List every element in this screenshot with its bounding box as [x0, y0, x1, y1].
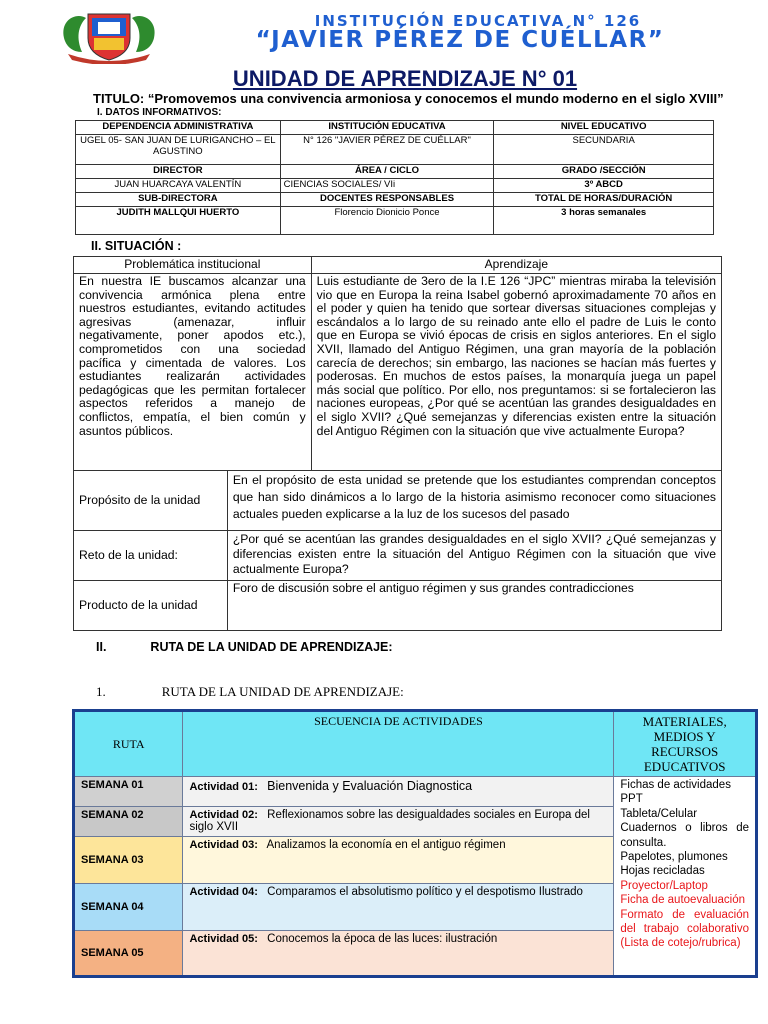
section-situacion-heading: II. SITUACIÓN : [91, 239, 182, 253]
reto-label: Reto de la unidad: [74, 531, 228, 581]
materiales-col-header: MATERIALES, MEDIOS Y RECURSOS EDUCATIVOS [614, 711, 757, 777]
secuencia-col-header: SECUENCIA DE ACTIVIDADES [183, 711, 614, 777]
header-area: ÁREA / CICLO [280, 165, 494, 179]
activity-cell [183, 837, 614, 884]
material-item: Formato de evaluación del trabajo colaborativo (Lista de cotejo/rubrica) [620, 908, 749, 950]
materiales-cell [614, 777, 757, 977]
aprendizaje-text: Luis estudiante de 3ero de la I.E 126 “JPC” mientras miraba la televisión vio que en Europa la reina Isabel gobernó aproximadamente 70 años en el poder y quien ha tenido que sortear diversas situaciones complejas y escándalos a lo largo de su reinado ante ello el padre de Luis le conto que en Europa se vivió épocas de crisis en siglos anteriores. En el siglo XVII, llamado del Antiguo Régimen, una gran mayoría de la población carecía de derechos; sin embargo, las naciones se hacían más fuertes y poderosas. En muchos de estos países, la monarquía juega un papel más social que político. Por ello, nos preguntamos: si se fortalecieron las naciones europeas, ¿Por qué se acentúan las grandes desigualdades en el siglo XVII? ¿Qué semejanzas y diferencias existen entre la situación del Antiguo Régimen con la situación que vive actualmente Europa? [311, 274, 721, 471]
header-docentes: DOCENTES RESPONSABLES [280, 193, 494, 207]
value-subdirectora: JUDITH MALLQUI HUERTO [76, 207, 281, 235]
header-director: DIRECTOR [76, 165, 281, 179]
reto-text: ¿Por qué se acentúan las grandes desigualdades en el siglo XVII? ¿Qué semejanzas y diferencias existen entre la situación del Antiguo Régimen con la situación que vive actualmente Europa? [227, 531, 721, 581]
value-nivel: SECUNDARIA [494, 135, 714, 165]
school-name-line1: INSTITUCIÓN EDUCATIVA N° 126 [314, 12, 642, 30]
school-crest-icon [58, 8, 160, 64]
activity-cell [183, 777, 614, 807]
aprendizaje-header: Aprendizaje [311, 257, 721, 274]
school-crest-logo [58, 8, 160, 64]
school-name-line2: “JAVIER PÉREZ DE CUÉLLAR” [255, 27, 665, 53]
activity-cell [183, 807, 614, 837]
value-horas: 3 horas semanales [494, 207, 714, 235]
activity-label: Actividad 01: [189, 781, 258, 793]
header-grado: GRADO /SECCIÓN [494, 165, 714, 179]
material-item: Cuadernos o libros de consulta. [620, 822, 749, 849]
ruta-heading-text: RUTA DE LA UNIDAD DE APRENDIZAJE: [150, 640, 393, 654]
activity-text: Analizamos la economía en el antiguo régimen [266, 839, 506, 851]
ruta-subheading-text: RUTA DE LA UNIDAD DE APRENDIZAJE: [161, 684, 404, 699]
week-cell: SEMANA 05 [74, 931, 183, 977]
value-dependencia: UGEL 05- SAN JUAN DE LURIGANCHO – EL AGUSTINO [76, 135, 281, 165]
activity-label: Actividad 04: [189, 886, 258, 898]
producto-text: Foro de discusión sobre el antiguo régimen y sus grandes contradicciones [227, 581, 721, 631]
activity-text: Reflexionamos sobre las desigualdades sociales en Europa del siglo XVII [189, 809, 590, 833]
problematica-header: Problemática institucional [74, 257, 312, 274]
week-cell: SEMANA 03 [74, 837, 183, 884]
proposito-text: En el propósito de esta unidad se pretende que los estudiantes comprendan conceptos que han sido dinámicos a lo largo de la historia asimismo reconocer como situaciones actuales pueden explicarse a la luz de los sucesos del pasado [227, 471, 721, 531]
ruta-heading-number: II. [96, 640, 107, 654]
producto-label: Producto de la unidad [74, 581, 228, 631]
activity-cell [183, 931, 614, 977]
ruta-subheading [96, 684, 404, 700]
activity-text: Conocemos la época de las luces: ilustración [267, 933, 498, 945]
activity-label: Actividad 03: [189, 839, 258, 851]
header-dependencia: DEPENDENCIA ADMINISTRATIVA [76, 121, 281, 135]
material-item: Proyector/Laptop [620, 879, 708, 892]
header-institucion: INSTITUCIÓN EDUCATIVA [280, 121, 494, 135]
header-subdirectora: SUB-DIRECTORA [76, 193, 281, 207]
material-item: Tableta/Celular [620, 807, 698, 820]
ruta-col-header: RUTA [74, 711, 183, 777]
unit-topic: TITULO: “Promovemos una convivencia armoniosa y conocemos el mundo moderno en el siglo XVIII” [93, 91, 724, 106]
value-institucion: N° 126 "JAVIER PÉREZ DE CUÉLLAR" [280, 135, 494, 165]
value-area: CIENCIAS SOCIALES/ VIi [280, 179, 494, 193]
activity-text: Bienvenida y Evaluación Diagnostica [267, 779, 473, 793]
week-cell: SEMANA 01 [74, 777, 183, 807]
material-item: PPT [620, 793, 643, 806]
week-cell: SEMANA 04 [74, 884, 183, 931]
proposito-label: Propósito de la unidad [74, 471, 228, 531]
material-item: Papelotes, plumones [620, 851, 728, 864]
problematica-text: En nuestra IE buscamos alcanzar una convivencia armónica plena entre nuestros estudiantes, evitando actitudes agresivas (amenazar, influir negativamente, poner apodos etc.), comprometidos con una sociedad pacífica y cimentada de valores. Los estudiantes realizarán actividades pedagógicas que les permitan fortalecer aspectos referidos a manejo de conflictos, empatía, el bien común y asuntos públicos. [74, 274, 312, 471]
ruta-subheading-number: 1. [96, 684, 106, 699]
material-item: Ficha de autoevaluación [620, 894, 746, 907]
value-grado: 3º ABCD [494, 179, 714, 193]
datos-informativos-table [75, 120, 714, 235]
value-docentes: Florencio Dionicio Ponce [280, 207, 494, 235]
activity-label: Actividad 05: [189, 933, 258, 945]
header-horas: TOTAL DE HORAS/DURACIÓN [494, 193, 714, 207]
value-director: JUAN HUARCAYA VALENTÍN [76, 179, 281, 193]
material-item: Fichas de actividades [620, 779, 731, 791]
situacion-table [73, 256, 722, 631]
section-datos-heading: I. DATOS INFORMATIVOS: [97, 107, 222, 118]
page-title: UNIDAD DE APRENDIZAJE N° 01 [232, 66, 578, 91]
activity-cell [183, 884, 614, 931]
activity-text: Comparamos el absolutismo político y el despotismo Ilustrado [267, 886, 583, 898]
ruta-heading [96, 640, 393, 654]
week-cell: SEMANA 02 [74, 807, 183, 837]
activity-label: Actividad 02: [189, 809, 258, 821]
ruta-table [72, 709, 758, 978]
material-item: Hojas recicladas [620, 865, 705, 878]
header-nivel: NIVEL EDUCATIVO [494, 121, 714, 135]
